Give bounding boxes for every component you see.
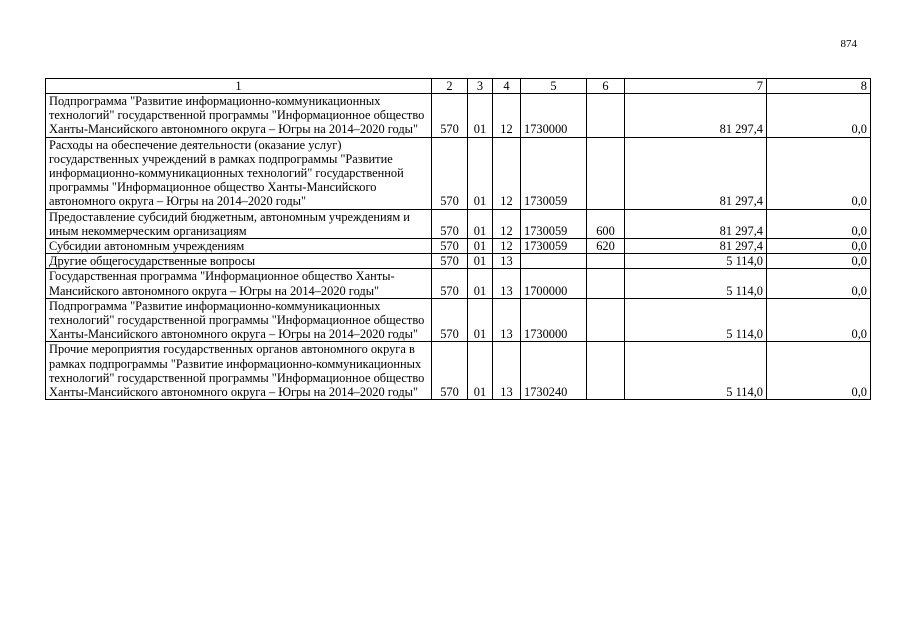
row-name: Расходы на обеспечение деятельности (оказание услуг) государственных учреждений в рамках подпрограммы "Развитие информационно-коммуникационных технологий" государственной программы "Информационное общество Ханты-Мансийского автономного округа – Югры на 2014–2020 годы" [46, 137, 432, 209]
row-name: Предоставление субсидий бюджетным, автономным учреждениям и иным некоммерческим организациям [46, 209, 432, 238]
row-target-code: 1730240 [521, 342, 587, 400]
row-target-code: 1730059 [521, 239, 587, 254]
table-row [46, 137, 871, 209]
row-subsection-code: 12 [493, 239, 521, 254]
table-row [46, 342, 871, 400]
row-federal-amount: 0,0 [767, 298, 871, 342]
row-section-code: 01 [468, 254, 493, 269]
row-ministry-code: 570 [432, 269, 468, 298]
row-ministry-code: 570 [432, 137, 468, 209]
row-target-code: 1730000 [521, 94, 587, 138]
header-col-7: 7 [625, 79, 767, 94]
row-section-code: 01 [468, 137, 493, 209]
row-subsection-code: 13 [493, 342, 521, 400]
row-name: Другие общегосударственные вопросы [46, 254, 432, 269]
row-section-code: 01 [468, 209, 493, 238]
row-ministry-code: 570 [432, 254, 468, 269]
table-row [46, 269, 871, 298]
header-col-1: 1 [46, 79, 432, 94]
row-ministry-code: 570 [432, 94, 468, 138]
row-target-code [521, 254, 587, 269]
header-col-8: 8 [767, 79, 871, 94]
row-target-code: 1730059 [521, 209, 587, 238]
row-amount: 5 114,0 [625, 298, 767, 342]
row-federal-amount: 0,0 [767, 342, 871, 400]
row-section-code: 01 [468, 298, 493, 342]
row-section-code: 01 [468, 269, 493, 298]
row-expense-type [587, 342, 625, 400]
row-expense-type [587, 298, 625, 342]
row-section-code: 01 [468, 94, 493, 138]
row-expense-type: 620 [587, 239, 625, 254]
row-subsection-code: 12 [493, 94, 521, 138]
table-row [46, 94, 871, 138]
row-name: Государственная программа "Информационное общество Ханты-Мансийского автономного округа – Югры на 2014–2020 годы" [46, 269, 432, 298]
row-ministry-code: 570 [432, 342, 468, 400]
row-subsection-code: 13 [493, 298, 521, 342]
header-col-4: 4 [493, 79, 521, 94]
row-name: Подпрограмма "Развитие информационно-коммуникационных технологий" государственной программы "Информационное общество Ханты-Мансийского автономного округа – Югры на 2014–2020 годы" [46, 298, 432, 342]
row-amount: 5 114,0 [625, 269, 767, 298]
row-federal-amount: 0,0 [767, 254, 871, 269]
table-row [46, 209, 871, 238]
header-col-6: 6 [587, 79, 625, 94]
table-row [46, 239, 871, 254]
row-federal-amount: 0,0 [767, 137, 871, 209]
row-name: Прочие мероприятия государственных органов автономного округа в рамках подпрограммы "Развитие информационно-коммуникационных технологий" государственной программы "Информационное общество Ханты-Мансийского автономного округа – Югры на 2014–2020 годы" [46, 342, 432, 400]
row-amount: 5 114,0 [625, 254, 767, 269]
row-amount: 5 114,0 [625, 342, 767, 400]
row-section-code: 01 [468, 239, 493, 254]
row-federal-amount: 0,0 [767, 239, 871, 254]
row-federal-amount: 0,0 [767, 94, 871, 138]
row-subsection-code: 13 [493, 269, 521, 298]
row-target-code: 1700000 [521, 269, 587, 298]
table-row [46, 254, 871, 269]
header-col-2: 2 [432, 79, 468, 94]
row-name: Подпрограмма "Развитие информационно-коммуникационных технологий" государственной программы "Информационное общество Ханты-Мансийского автономного округа – Югры на 2014–2020 годы" [46, 94, 432, 138]
header-row [46, 79, 871, 94]
row-name: Субсидии автономным учреждениям [46, 239, 432, 254]
row-expense-type: 600 [587, 209, 625, 238]
row-amount: 81 297,4 [625, 209, 767, 238]
row-ministry-code: 570 [432, 209, 468, 238]
row-expense-type [587, 269, 625, 298]
row-ministry-code: 570 [432, 298, 468, 342]
budget-table [45, 78, 871, 400]
row-expense-type [587, 94, 625, 138]
row-ministry-code: 570 [432, 239, 468, 254]
row-subsection-code: 13 [493, 254, 521, 269]
row-federal-amount: 0,0 [767, 209, 871, 238]
row-target-code: 1730059 [521, 137, 587, 209]
row-amount: 81 297,4 [625, 239, 767, 254]
table-row [46, 298, 871, 342]
row-amount: 81 297,4 [625, 94, 767, 138]
row-section-code: 01 [468, 342, 493, 400]
header-col-3: 3 [468, 79, 493, 94]
row-subsection-code: 12 [493, 209, 521, 238]
row-target-code: 1730000 [521, 298, 587, 342]
page-number: 874 [840, 38, 857, 50]
row-amount: 81 297,4 [625, 137, 767, 209]
header-col-5: 5 [521, 79, 587, 94]
row-expense-type [587, 137, 625, 209]
row-federal-amount: 0,0 [767, 269, 871, 298]
row-expense-type [587, 254, 625, 269]
row-subsection-code: 12 [493, 137, 521, 209]
